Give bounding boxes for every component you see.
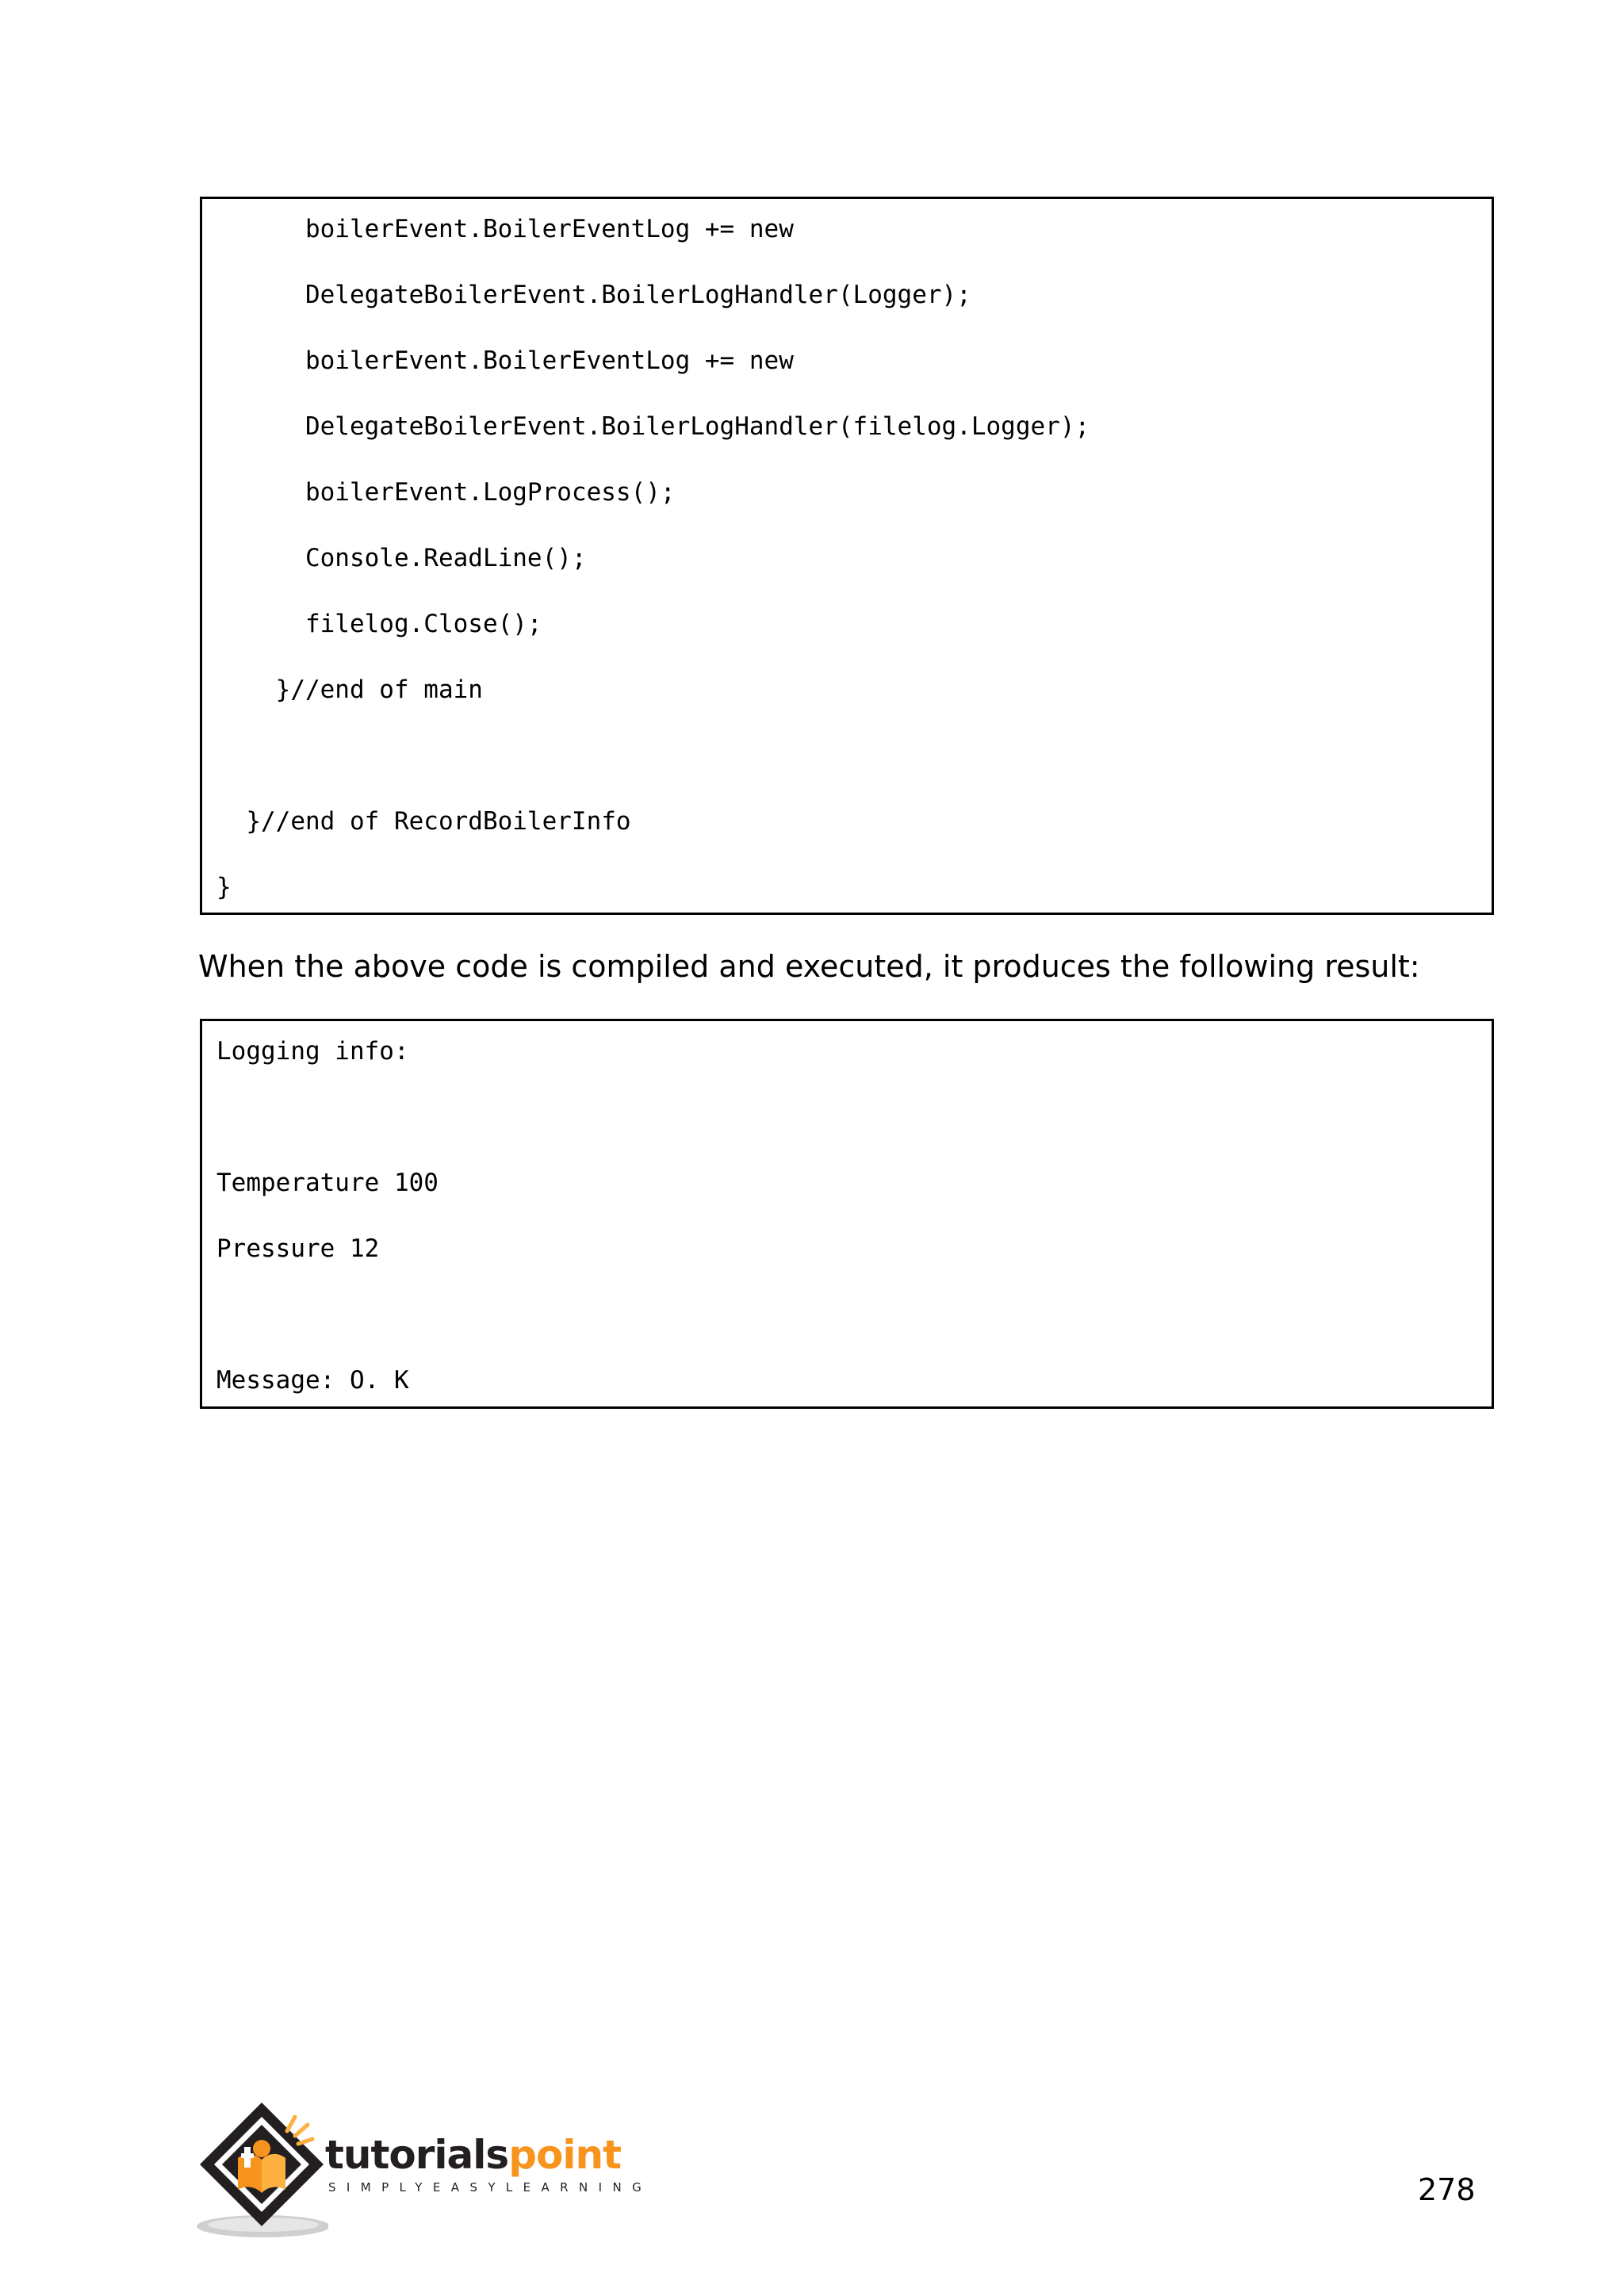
tutorialspoint-logo xyxy=(193,2099,653,2242)
logo-tagline: SIMPLYEASYLEARNING xyxy=(328,2180,653,2195)
code-line: DelegateBoilerEvent.BoilerLogHandler(Logger); xyxy=(216,281,971,309)
output-listing-box xyxy=(200,1019,1494,1409)
tutorialspoint-diamond-book-icon xyxy=(193,2099,328,2242)
logo-word-tutorials: tutorials xyxy=(325,2132,509,2178)
code-listing-box xyxy=(200,197,1494,915)
intro-paragraph: When the above code is compiled and executed, it produces the following result: xyxy=(198,949,1420,984)
code-line: }//end of RecordBoilerInfo xyxy=(216,807,631,836)
code-line: Console.ReadLine(); xyxy=(216,544,587,572)
output-line: Message: O. K xyxy=(216,1366,409,1395)
logo-word-point: point xyxy=(508,2132,621,2178)
code-line: filelog.Close(); xyxy=(216,610,542,638)
output-line: Logging info: xyxy=(216,1037,409,1066)
code-line: }//end of main xyxy=(216,675,483,704)
code-line: DelegateBoilerEvent.BoilerLogHandler(filelog.Logger); xyxy=(216,412,1090,441)
output-line: Temperature 100 xyxy=(216,1169,439,1197)
code-line: boilerEvent.BoilerEventLog += new xyxy=(216,346,794,375)
code-line: boilerEvent.LogProcess(); xyxy=(216,478,676,507)
output-line: Pressure 12 xyxy=(216,1234,380,1263)
code-line: boilerEvent.BoilerEventLog += new xyxy=(216,215,794,243)
logo-wordmark xyxy=(325,2133,621,2177)
code-line: } xyxy=(216,873,232,901)
page-number: 278 xyxy=(1418,2172,1476,2207)
